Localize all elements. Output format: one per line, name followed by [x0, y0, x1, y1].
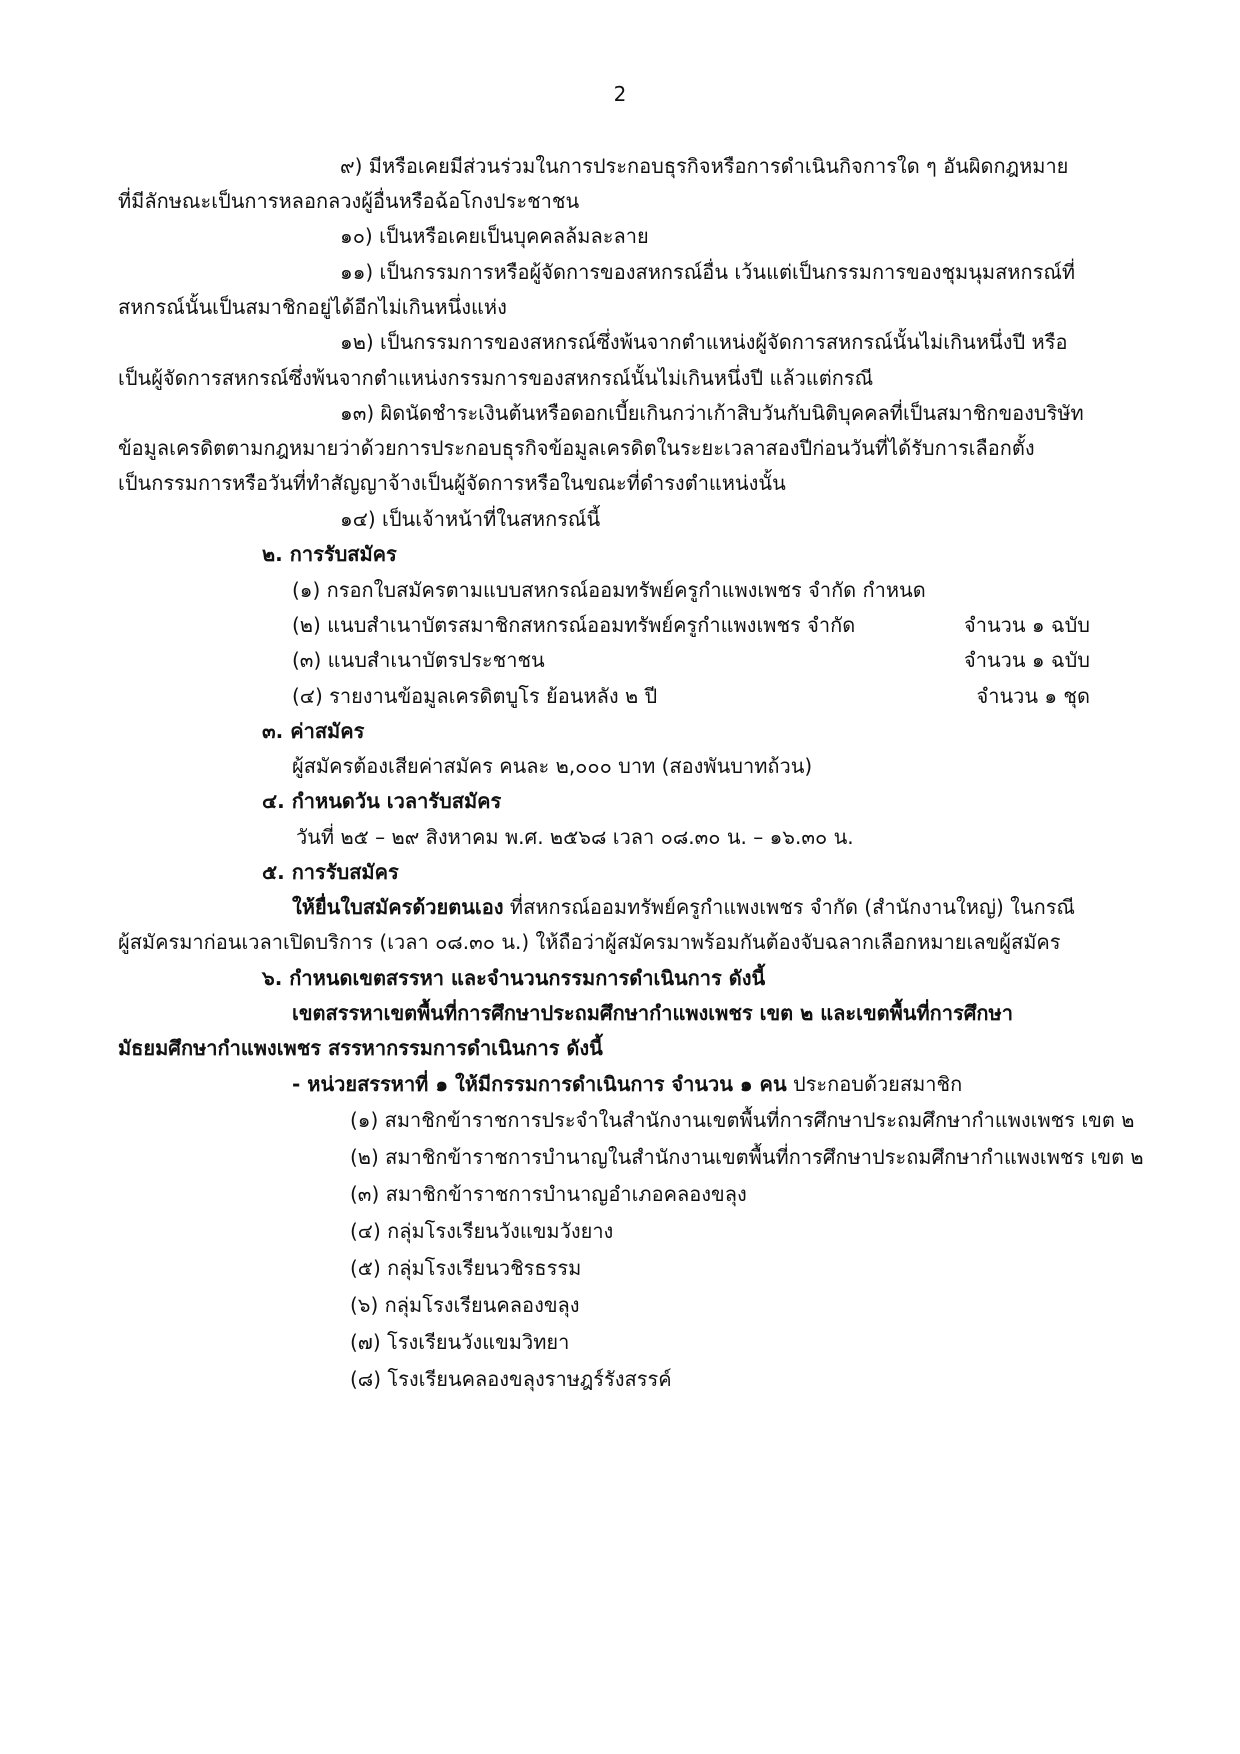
qual-item-13-line2: ข้อมูลเครดิตตามกฎหมายว่าด้วยการประกอบธุรกิจข้อมูลเครดิตในระยะเวลาสองปีก่อนวันที่ได้รับการเลือกตั้ง	[118, 436, 1035, 460]
s6-member-8: (๘) โรงเรียนคลองขลุงราษฎร์รังสรรค์	[350, 1367, 672, 1391]
qual-item-14: ๑๔) เป็นเจ้าหน้าที่ในสหกรณ์นี้	[340, 507, 601, 531]
section-4-heading: ๔. กำหนดวัน เวลารับสมัคร	[262, 789, 502, 813]
s4-text: วันที่ ๒๕ – ๒๙ สิงหาคม พ.ศ. ๒๕๖๘ เวลา ๐๘.๓๐ น. – ๑๖.๓๐ น.	[296, 825, 854, 849]
s6-sub-line1: เขตสรรหาเขตพื้นที่การศึกษาประถมศึกษากำแพงเพชร เขต ๒ และเขตพื้นที่การศึกษา	[292, 1001, 1013, 1025]
s6-member-3: (๓) สมาชิกข้าราชการบำนาญอำเภอคลองขลุง	[350, 1182, 747, 1206]
s6-member-2: (๒) สมาชิกข้าราชการบำนาญในสำนักงานเขตพื้นที่การศึกษาประถมศึกษากำแพงเพชร เขต ๒	[350, 1145, 1144, 1169]
s2-item-2-qty: จำนวน ๑ ฉบับ	[964, 613, 1090, 637]
section-5-heading: ๕. การรับสมัคร	[262, 860, 399, 884]
s2-item-2: (๒) แนบสำเนาบัตรสมาชิกสหกรณ์ออมทรัพย์ครูกำแพงเพชร จำกัด	[292, 613, 856, 637]
section-6-heading: ๖. กำหนดเขตสรรหา และจำนวนกรรมการดำเนินการ ดังนี้	[262, 966, 766, 990]
s6-unit-rest: ประกอบด้วยสมาชิก	[786, 1072, 963, 1096]
section-2-heading: ๒. การรับสมัคร	[262, 542, 397, 566]
qual-item-12-line2: เป็นผู้จัดการสหกรณ์ซึ่งพ้นจากตำแหน่งกรรมการของสหกรณ์นั้นไม่เกินหนึ่งปี แล้วแต่กรณี	[118, 366, 874, 390]
s6-unit-bold: - หน่วยสรรหาที่ ๑ ให้มีกรรมการดำเนินการ จำนวน ๑ คน	[292, 1072, 787, 1096]
s6-member-4: (๔) กลุ่มโรงเรียนวังแขมวังยาง	[350, 1219, 614, 1243]
qual-item-11-line2: สหกรณ์นั้นเป็นสมาชิกอยู่ได้อีกไม่เกินหนึ่งแห่ง	[118, 295, 507, 319]
qual-item-13-line3: เป็นกรรมการหรือวันที่ทำสัญญาจ้างเป็นผู้จัดการหรือในขณะที่ดำรงตำแหน่งนั้น	[118, 471, 786, 495]
qual-item-9-line2: ที่มีลักษณะเป็นการหลอกลวงผู้อื่นหรือฉ้อโกงประชาชน	[118, 189, 580, 213]
s2-item-3-qty: จำนวน ๑ ฉบับ	[964, 648, 1090, 672]
s2-item-3: (๓) แนบสำเนาบัตรประชาชน	[292, 648, 545, 672]
s5-line2: ผู้สมัครมาก่อนเวลาเปิดบริการ (เวลา ๐๘.๓๐ น.) ให้ถือว่าผู้สมัครมาพร้อมกันต้องจับฉลากเลือกหมายเลขผู้สมัคร	[118, 930, 1061, 954]
page-number: 2	[613, 82, 627, 106]
s6-sub-line2: มัธยมศึกษากำแพงเพชร สรรหากรรมการดำเนินการ ดังนี้	[118, 1036, 603, 1060]
s2-item-4-qty: จำนวน ๑ ชุด	[976, 684, 1090, 708]
s6-unit-line	[292, 1070, 962, 1098]
s2-item-4: (๔) รายงานข้อมูลเครดิตบูโร ย้อนหลัง ๒ ปี	[292, 684, 658, 708]
s5-bold-text: ให้ยื่นใบสมัครด้วยตนเอง	[292, 895, 504, 919]
qual-item-9-line1: ๙) มีหรือเคยมีส่วนร่วมในการประกอบธุรกิจหรือการดำเนินกิจการใด ๆ อันผิดกฎหมาย	[340, 154, 1069, 178]
s5-line1	[292, 893, 1075, 921]
s5-rest-text: ที่สหกรณ์ออมทรัพย์ครูกำแพงเพชร จำกัด (สำนักงานใหญ่) ในกรณี	[503, 895, 1075, 919]
qual-item-12-line1: ๑๒) เป็นกรรมการของสหกรณ์ซึ่งพ้นจากตำแหน่งผู้จัดการสหกรณ์นั้นไม่เกินหนึ่งปี หรือ	[340, 330, 1068, 354]
s6-member-7: (๗) โรงเรียนวังแขมวิทยา	[350, 1330, 570, 1354]
section-3-heading: ๓. ค่าสมัคร	[262, 719, 365, 743]
qual-item-10: ๑๐) เป็นหรือเคยเป็นบุคคลล้มละลาย	[340, 224, 649, 248]
s2-item-1: (๑) กรอกใบสมัครตามแบบสหกรณ์ออมทรัพย์ครูกำแพงเพชร จำกัด กำหนด	[292, 578, 926, 602]
s6-member-1: (๑) สมาชิกข้าราชการประจำในสำนักงานเขตพื้นที่การศึกษาประถมศึกษากำแพงเพชร เขต ๒	[350, 1108, 1135, 1132]
qual-item-11-line1: ๑๑) เป็นกรรมการหรือผู้จัดการของสหกรณ์อื่น เว้นแต่เป็นกรรมการของชุมนุมสหกรณ์ที่	[340, 260, 1076, 284]
s3-text: ผู้สมัครต้องเสียค่าสมัคร คนละ ๒,๐๐๐ บาท (สองพันบาทถ้วน)	[292, 754, 813, 778]
s6-member-6: (๖) กลุ่มโรงเรียนคลองขลุง	[350, 1293, 580, 1317]
qual-item-13-line1: ๑๓) ผิดนัดชำระเงินต้นหรือดอกเบี้ยเกินกว่าเก้าสิบวันกับนิติบุคคลที่เป็นสมาชิกของบริษัท	[340, 401, 1084, 425]
s6-member-5: (๕) กลุ่มโรงเรียนวชิรธรรม	[350, 1256, 582, 1280]
